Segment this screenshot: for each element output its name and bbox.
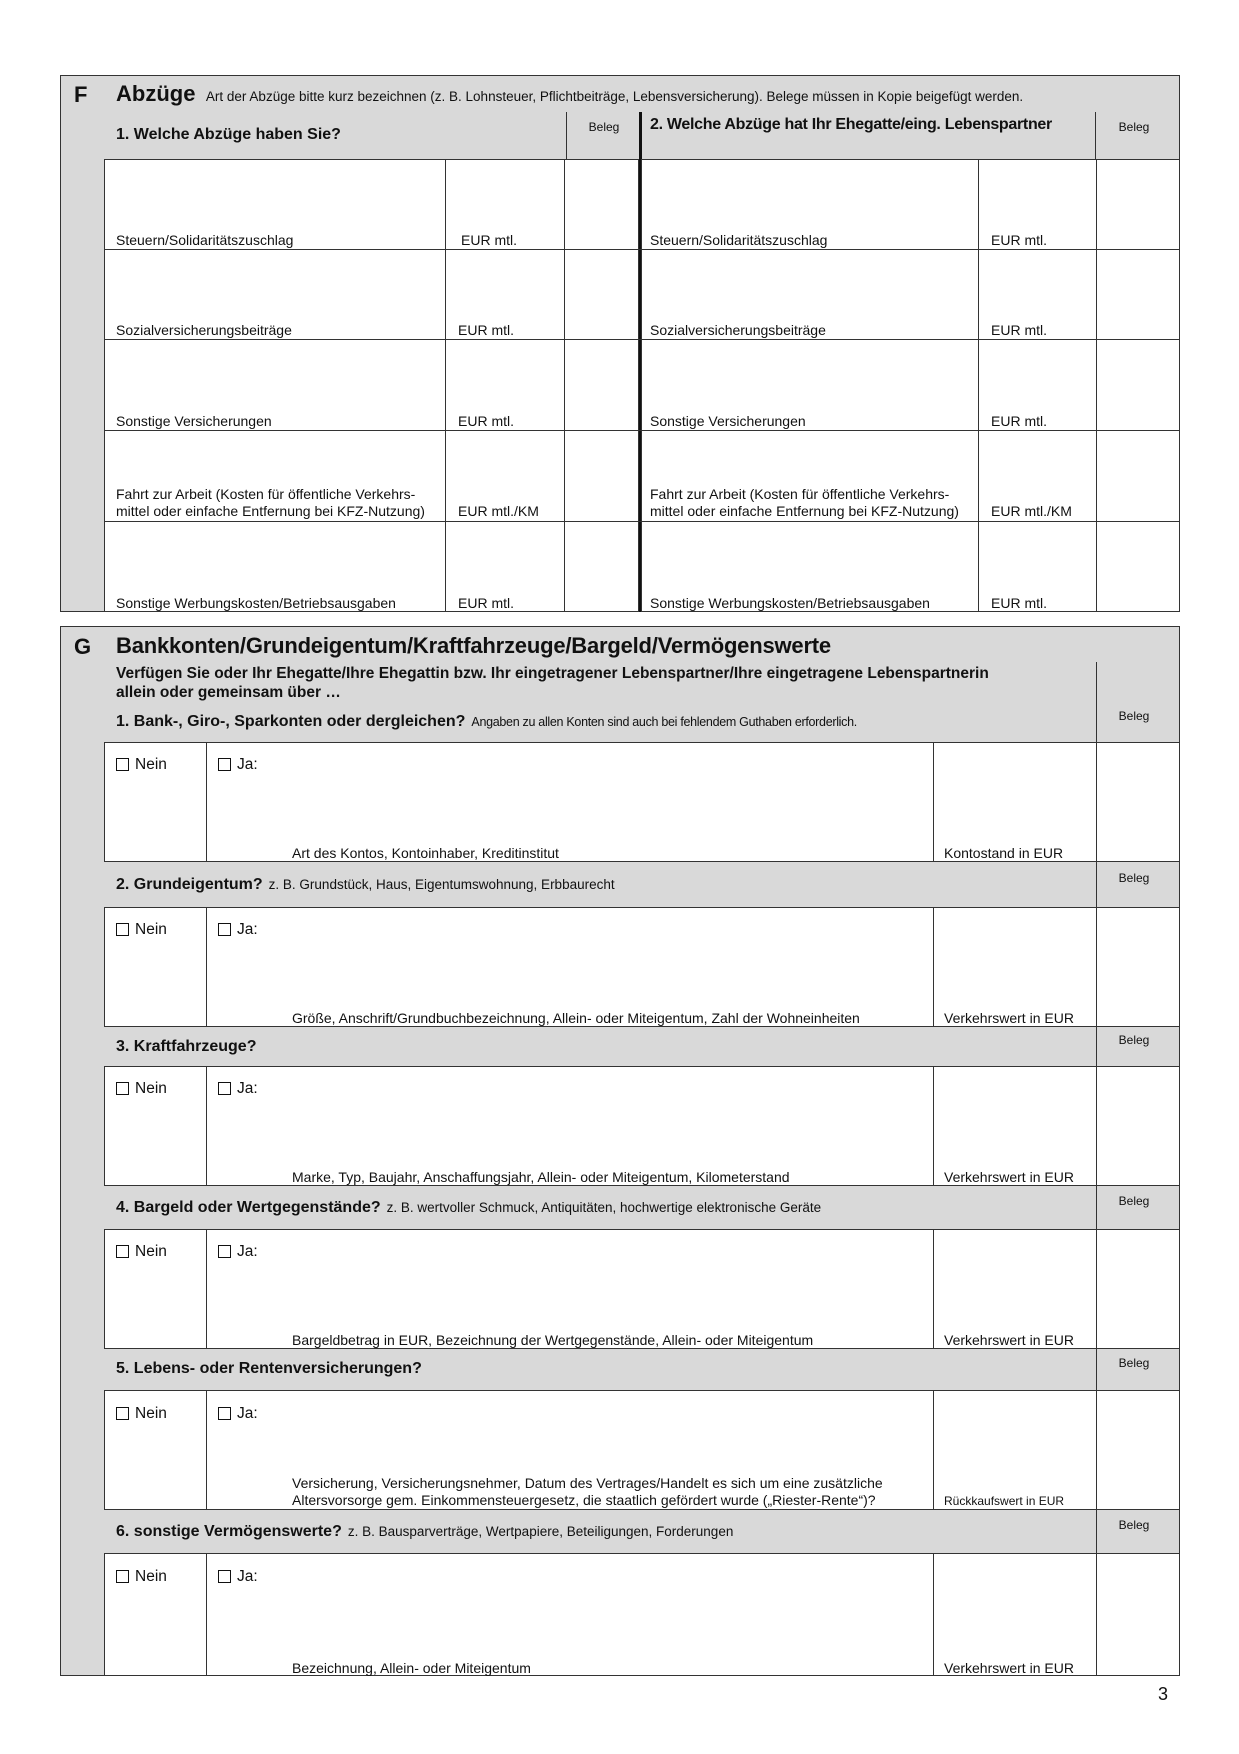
checkbox-icon [218,1245,231,1258]
question-hint: Angaben zu allen Konten sind auch bei fehlendem Guthaben erforderlich. [471,715,857,729]
section-title: Bankkonten/Grundeigentum/Kraftfahrzeuge/Bargeld/Vermögenswerte [116,633,831,658]
nein-checkbox[interactable] [116,1568,167,1586]
divider [1096,1027,1097,1066]
field-description: Marke, Typ, Baujahr, Anschaffungsjahr, Allein- oder Miteigentum, Kilometerstand [292,1169,790,1185]
row-label: Sonstige Versicherungen [116,413,272,429]
question-2-title [116,876,615,894]
row-label-line2: mittel oder einfache Entfernung bei KFZ-Nutzung) [650,503,959,519]
checkbox-label: Nein [135,756,167,773]
question-2-answer-box [104,907,1180,1027]
divider [933,742,934,862]
row-unit: EUR mtl./KM [458,503,539,519]
checkbox-icon [116,1082,129,1095]
beleg-label: Beleg [1118,1033,1150,1047]
row-separator [104,339,1180,340]
question-4-answer-box [104,1229,1180,1349]
checkbox-label: Nein [135,921,167,938]
field-description: Bezeichnung, Allein- oder Miteigentum [292,1660,531,1676]
beleg-label: Beleg [588,120,620,134]
section-title: Abzüge [116,81,196,106]
field-value-label: Kontostand in EUR [944,845,1064,861]
ja-checkbox[interactable] [218,1243,258,1261]
beleg-label: Beleg [1118,1518,1150,1532]
nein-checkbox[interactable] [116,1080,167,1098]
question-3-answer-box [104,1066,1180,1186]
row-unit: EUR mtl. [458,595,514,611]
divider [978,159,979,612]
field-description: Art des Kontos, Kontoinhaber, Kreditinstitut [292,845,559,861]
checkbox-label: Ja: [237,921,258,938]
divider [1096,742,1097,862]
row-unit: EUR mtl. [458,413,514,429]
row-label: Sonstige Werbungskosten/Betriebsausgaben [650,595,930,611]
field-description: Bargeldbetrag in EUR, Bezeichnung der Wertgegenstände, Allein- oder Miteigentum [292,1332,814,1348]
divider [206,1553,207,1676]
row-label-line2: mittel oder einfache Entfernung bei KFZ-Nutzung) [116,503,425,519]
ja-checkbox[interactable] [218,756,258,774]
question-3-title [116,1038,256,1056]
checkbox-icon [116,923,129,936]
ja-checkbox[interactable] [218,921,258,939]
row-label: Sonstige Werbungskosten/Betriebsausgaben [116,595,396,611]
beleg-label: Beleg [1118,709,1150,723]
checkbox-label: Ja: [237,1243,258,1260]
beleg-label: Beleg [1118,1194,1150,1208]
checkbox-icon [218,923,231,936]
question-title-text: 2. Grundeigentum? [116,876,263,893]
checkbox-label: Ja: [237,756,258,773]
field-description-line2: Altersvorsorge gem. Einkommensteuergesetz, die staatlich gefördert wurde („Riester-Rente“)? [292,1492,876,1508]
ja-checkbox[interactable] [218,1405,258,1423]
divider [1096,907,1097,1027]
checkbox-label: Ja: [237,1405,258,1422]
divider [1096,862,1097,907]
question-title-text: 5. Lebens- oder Rentenversicherungen? [116,1360,422,1377]
checkbox-label: Nein [135,1405,167,1422]
divider [933,1390,934,1510]
divider [1096,1349,1097,1390]
checkbox-icon [218,1570,231,1583]
question-hint: z. B. Bausparverträge, Wertpapiere, Beteiligungen, Forderungen [347,1524,734,1539]
field-value-label: Verkehrswert in EUR [944,1010,1074,1026]
col2-heading: 2. Welche Abzüge hat Ihr Ehegatte/eing. Lebenspartner [650,116,1052,133]
field-value-label: Verkehrswert in EUR [944,1332,1074,1348]
section-letter: F [74,82,88,107]
row-unit: EUR mtl./KM [991,503,1072,519]
row-unit: EUR mtl. [991,232,1047,248]
amount-input-self-taxes[interactable] [105,160,445,249]
divider [206,1229,207,1349]
row-label: Fahrt zur Arbeit (Kosten für öffentliche Verkehrs- [116,486,416,502]
section-intro: Verfügen Sie oder Ihr Ehegatte/Ihre Ehegattin bzw. Ihr eingetragener Lebenspartner/Ihre eingetragene Lebenspartnerin [116,665,989,682]
row-label: Steuern/Solidaritätszuschlag [116,232,294,248]
row-label: Sozialversicherungsbeiträge [116,322,292,338]
divider [933,1553,934,1676]
row-unit: EUR mtl. [991,322,1047,338]
divider [1096,1066,1097,1186]
divider [1096,159,1097,612]
question-title-text: 1. Bank-, Giro-, Sparkonten oder dergleichen? [116,713,466,730]
nein-checkbox[interactable] [116,756,167,774]
question-1-title [116,713,857,731]
divider [566,112,567,159]
field-value-label: Rückkaufswert in EUR [944,1494,1065,1508]
question-6-title [116,1523,733,1541]
divider [1096,1510,1097,1553]
divider [1096,1390,1097,1510]
nein-checkbox[interactable] [116,1243,167,1261]
beleg-label: Beleg [1118,1356,1150,1370]
question-hint: z. B. Grundstück, Haus, Eigentumswohnung, Erbbaurecht [268,877,615,892]
question-6-answer-box [104,1553,1180,1676]
field-value-label: Verkehrswert in EUR [944,1660,1074,1676]
field-description: Versicherung, Versicherungsnehmer, Datum des Vertrages/Handelt es sich um eine zusätzliche [292,1475,883,1491]
checkbox-icon [218,758,231,771]
field-value-label: Verkehrswert in EUR [944,1169,1074,1185]
row-separator [104,430,1180,431]
row-unit: EUR mtl. [991,413,1047,429]
row-unit: EUR mtl. [461,232,517,248]
row-label: Steuern/Solidaritätszuschlag [650,232,828,248]
nein-checkbox[interactable] [116,1405,167,1423]
divider [206,907,207,1027]
checkbox-label: Ja: [237,1080,258,1097]
checkbox-label: Nein [135,1080,167,1097]
nein-checkbox[interactable] [116,921,167,939]
row-label: Sonstige Versicherungen [650,413,806,429]
question-title-text: 6. sonstige Vermögenswerte? [116,1523,342,1540]
divider [933,1066,934,1186]
checkbox-label: Ja: [237,1568,258,1585]
row-separator [104,249,1180,250]
ja-checkbox[interactable] [218,1568,258,1586]
divider [206,742,207,862]
checkbox-icon [218,1082,231,1095]
divider [1096,1229,1097,1349]
ja-checkbox[interactable] [218,1080,258,1098]
row-separator [104,521,1180,522]
divider [1095,112,1096,159]
section-letter: G [74,634,92,659]
row-unit: EUR mtl. [458,322,514,338]
question-5-title [116,1360,422,1378]
question-title-text: 4. Bargeld oder Wertgegenstände? [116,1199,381,1216]
checkbox-label: Nein [135,1568,167,1585]
divider [564,159,565,612]
divider [206,1390,207,1510]
beleg-label: Beleg [1118,871,1150,885]
beleg-label: Beleg [1118,120,1150,134]
divider [206,1066,207,1186]
field-description: Größe, Anschrift/Grundbuchbezeichnung, Allein- oder Miteigentum, Zahl der Wohneinheiten [292,1010,860,1026]
divider [933,907,934,1027]
divider [1096,1553,1097,1676]
checkbox-icon [116,1570,129,1583]
row-label: Fahrt zur Arbeit (Kosten für öffentliche Verkehrs- [650,486,950,502]
amount-input-partner-taxes[interactable] [642,160,978,249]
question-1-answer-box [104,742,1180,862]
divider [445,159,446,612]
row-label: Sozialversicherungsbeiträge [650,322,826,338]
question-4-title [116,1199,821,1217]
row-unit: EUR mtl. [991,595,1047,611]
checkbox-icon [218,1407,231,1420]
section-f-header [116,81,1023,107]
section-intro-line2: allein oder gemeinsam über … [116,684,341,701]
checkbox-icon [116,758,129,771]
divider [1096,1186,1097,1229]
page-number: 3 [1158,1684,1169,1704]
divider [933,1229,934,1349]
col1-heading: 1. Welche Abzüge haben Sie? [116,126,341,143]
question-title-text: 3. Kraftfahrzeuge? [116,1038,257,1055]
checkbox-icon [116,1407,129,1420]
checkbox-label: Nein [135,1243,167,1260]
question-hint: z. B. wertvoller Schmuck, Antiquitäten, hochwertige elektronische Geräte [386,1200,822,1215]
section-subtitle: Art der Abzüge bitte kurz bezeichnen (z. B. Lohnsteuer, Pflichtbeiträge, Lebensversicherung). Belege müssen in Kopie beigefügt werden. [205,89,1024,104]
divider [1096,662,1097,742]
checkbox-icon [116,1245,129,1258]
